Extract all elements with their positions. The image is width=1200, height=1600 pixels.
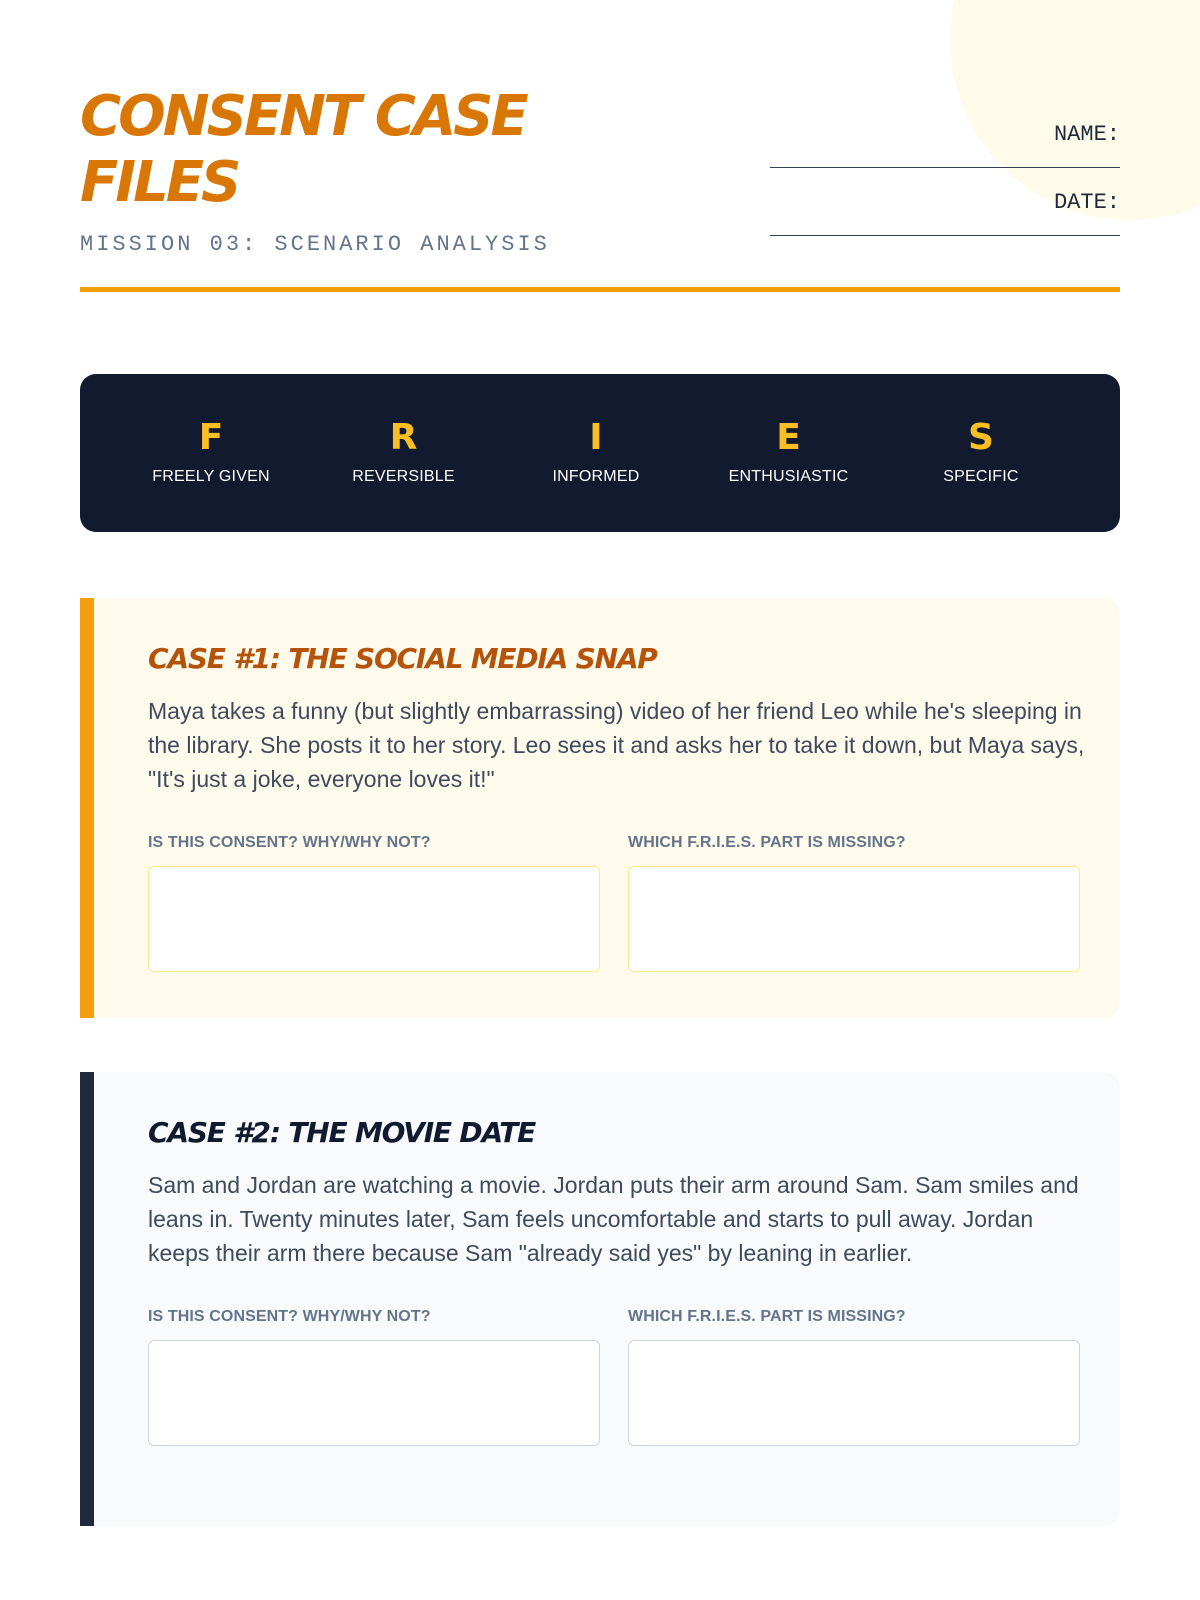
fries-letter: I: [589, 417, 603, 458]
consent-answer-box[interactable]: [148, 866, 600, 972]
missing-part-question: [628, 1308, 1080, 1446]
date-label: DATE:: [1053, 190, 1120, 215]
name-label: NAME:: [1053, 122, 1120, 147]
missing-part-answer-box[interactable]: [628, 1340, 1080, 1446]
case-scenario-text: Maya takes a funny (but slightly embarrassing) video of her friend Leo while he's sleeping in the library. She posts it to her story. Leo sees it and asks her to take it down, but Maya says, "It's just a joke, everyone loves it!": [148, 698, 1085, 792]
case-card-1: [80, 598, 1120, 1018]
case-card-2: [80, 1072, 1120, 1526]
missing-part-question: [628, 834, 1080, 972]
date-row: [770, 190, 1120, 236]
missing-part-answer-box[interactable]: [628, 866, 1080, 972]
name-row: [770, 122, 1120, 168]
consent-answer-box[interactable]: [148, 1340, 600, 1446]
fries-word: INFORMED: [552, 468, 640, 485]
fries-word: REVERSIBLE: [352, 468, 455, 485]
date-field[interactable]: [770, 216, 1120, 236]
fries-letter: R: [389, 417, 418, 458]
fries-word: ENTHUSIASTIC: [728, 468, 849, 485]
case-scenario-text: Sam and Jordan are watching a movie. Jordan puts their arm around Sam. Sam smiles and leans in. Twenty minutes later, Sam feels uncomfortable and starts to pull away. Jordan keeps their arm there because Sam "already said yes" by leaning in earlier.: [148, 1172, 1079, 1266]
worksheet-header: [80, 84, 1120, 294]
case-title: CASE #2: THE MOVIE DATE: [148, 1116, 536, 1149]
fries-letter: S: [968, 417, 994, 458]
consent-question: [148, 834, 600, 972]
fries-letter: F: [198, 417, 224, 458]
fries-item-specific: [906, 374, 1056, 532]
consent-question: [148, 1308, 600, 1446]
consent-question-label: IS THIS CONSENT? WHY/WHY NOT?: [148, 1308, 431, 1325]
case-title: CASE #1: THE SOCIAL MEDIA SNAP: [148, 642, 657, 675]
fries-item-freely-given: [136, 374, 286, 532]
fries-item-enthusiastic: [714, 374, 864, 532]
missing-part-question-label: WHICH F.R.I.E.S. PART IS MISSING?: [628, 834, 906, 851]
fries-banner: [80, 374, 1120, 532]
fries-letter: E: [776, 417, 801, 458]
fries-item-reversible: [329, 374, 479, 532]
answer-fields: [148, 1308, 1080, 1446]
fries-word: SPECIFIC: [943, 468, 1019, 485]
header-divider: [80, 287, 1120, 292]
student-info: [770, 122, 1120, 258]
missing-part-question-label: WHICH F.R.I.E.S. PART IS MISSING?: [628, 1308, 906, 1325]
page-title: CONSENT CASE FILES: [80, 84, 526, 215]
answer-fields: [148, 834, 1080, 972]
consent-question-label: IS THIS CONSENT? WHY/WHY NOT?: [148, 834, 431, 851]
name-field[interactable]: [770, 148, 1120, 168]
fries-item-informed: [521, 374, 671, 532]
page-subtitle: MISSION 03: SCENARIO ANALYSIS: [80, 232, 550, 257]
fries-word: FREELY GIVEN: [152, 468, 270, 485]
